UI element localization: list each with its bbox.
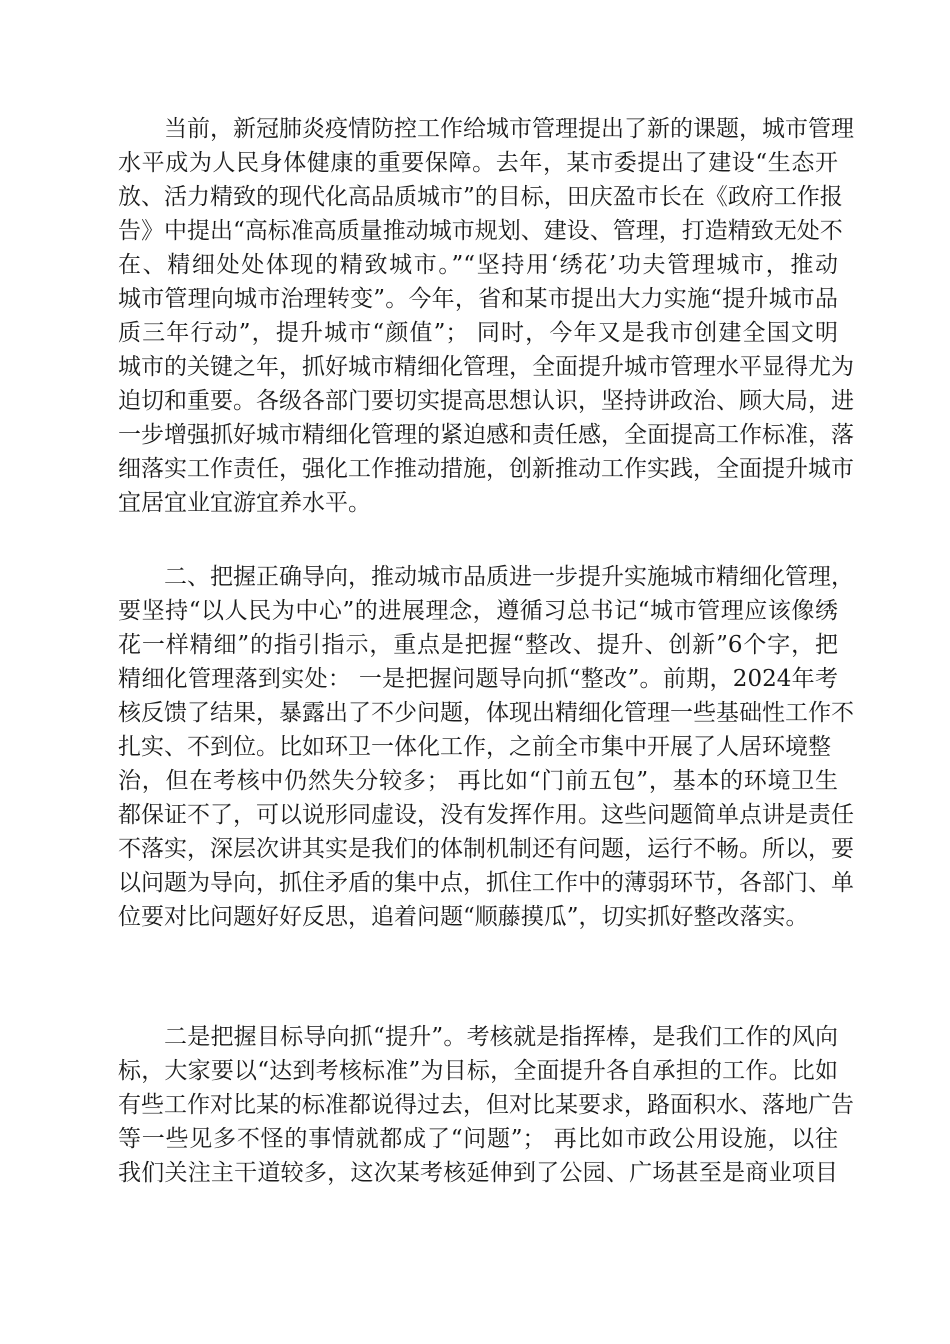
text-line: 迫切和重要。各级各部门要切实提高思想认识，坚持讲政治、顾大局，进	[118, 388, 854, 414]
text-line: 位要对比问题好好反思，追着问题“顺藤摸瓜”，切实抓好整改落实。	[118, 904, 809, 930]
text-line: 宜居宜业宜游宜养水平。	[118, 490, 371, 516]
text-line: 不落实，深层次讲其实是我们的体制机制还有问题，运行不畅。所以，要	[118, 836, 854, 862]
text-line: 二、把握正确导向，推动城市品质进一步提升实施城市精细化管理，	[164, 564, 854, 590]
text-line: 核反馈了结果，暴露出了不少问题，体现出精细化管理一些基础性工作不	[118, 700, 854, 726]
paragraph-3	[118, 1020, 854, 1190]
text-line: 在、精细处处体现的精致城市。”“坚持用‘绣花’功夫管理城市，推动	[118, 252, 838, 278]
text-line: 扎实、不到位。比如环卫一体化工作，之前全市集中开展了人居环境整	[118, 734, 831, 760]
text-line: 水平成为人民身体健康的重要保障。去年，某市委提出了建设“生态开	[118, 150, 838, 176]
text-line: 等一些见多不怪的事情就都成了“问题”； 再比如市政公用设施，以往	[118, 1126, 838, 1152]
text-line: 标，大家要以“达到考核标准”为目标，全面提升各自承担的工作。比如	[118, 1058, 838, 1084]
paragraph-1	[118, 112, 854, 520]
text-line: 二是把握目标导向抓“提升”。考核就是指挥棒，是我们工作的风向	[164, 1024, 838, 1050]
text-line: 当前，新冠肺炎疫情防控工作给城市管理提出了新的课题，城市管理	[164, 116, 854, 142]
paragraph-2	[118, 560, 854, 934]
text-line: 城市的关键之年，抓好城市精细化管理，全面提升城市管理水平显得尤为	[118, 354, 854, 380]
text-line: 细落实工作责任，强化工作推动措施，创新推动工作实践，全面提升城市	[118, 456, 854, 482]
text-line: 放、活力精致的现代化高品质城市”的目标，田庆盈市长在《政府工作报	[118, 184, 843, 210]
text-line: 我们关注主干道较多，这次某考核延伸到了公园、广场甚至是商业项目	[118, 1160, 838, 1186]
text-line: 告》中提出“高标准高质量推动城市规划、建设、管理，打造精致无处不	[118, 218, 843, 244]
text-line: 质三年行动”，提升城市“颜值”； 同时，今年又是我市创建全国文明	[118, 320, 838, 346]
text-line: 都保证不了，可以说形同虚设，没有发挥作用。这些问题简单点讲是责任	[118, 802, 854, 828]
text-line: 要坚持“以人民为中心”的进展理念，遵循习总书记“城市管理应该像绣	[118, 598, 838, 624]
text-line: 花一样精细”的指引指示，重点是把握“整改、提升、创新”6个字，把	[118, 632, 838, 658]
text-line: 一步增强抓好城市精细化管理的紧迫感和责任感，全面提高工作标准，落	[118, 422, 854, 448]
text-line: 城市管理向城市治理转变”。今年，省和某市提出大力实施“提升城市品	[118, 286, 838, 312]
text-line: 有些工作对比某的标准都说得过去，但对比某要求，路面积水、落地广告	[118, 1092, 854, 1118]
text-line: 以问题为导向，抓住矛盾的集中点，抓住工作中的薄弱环节，各部门、单	[118, 870, 854, 896]
text-line: 精细化管理落到实处： 一是把握问题导向抓“整改”。前期，2024年考	[118, 666, 838, 692]
text-line: 治，但在考核中仍然失分较多； 再比如“门前五包”，基本的环境卫生	[118, 768, 838, 794]
